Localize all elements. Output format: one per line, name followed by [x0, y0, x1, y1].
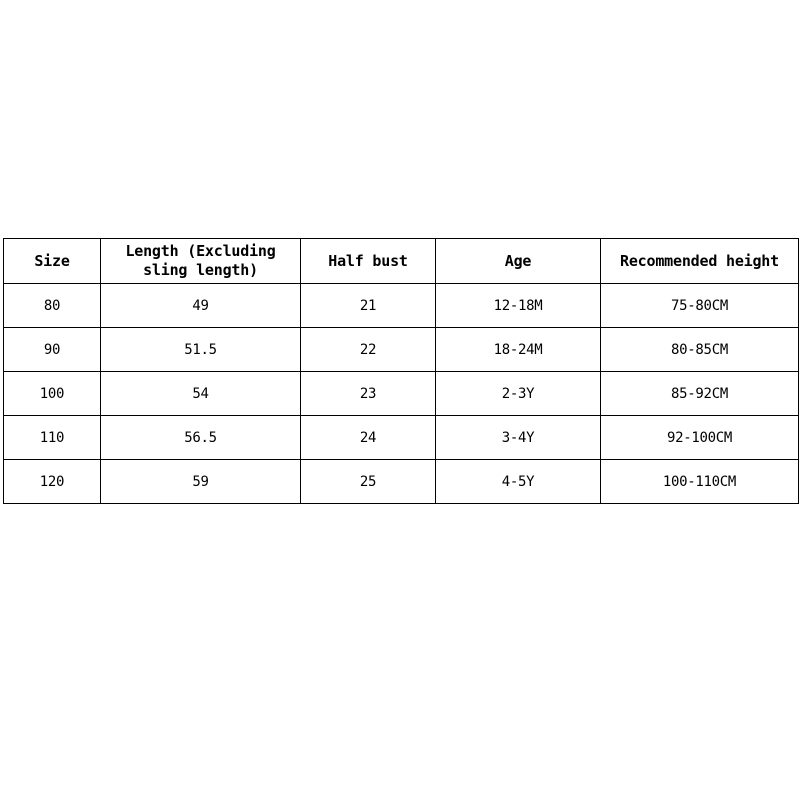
cell-recommended-height: 80-85CM	[601, 328, 799, 372]
cell-age: 4-5Y	[436, 460, 601, 504]
cell-size: 110	[4, 416, 101, 460]
cell-age: 12-18M	[436, 284, 601, 328]
table-row	[4, 372, 799, 416]
cell-length: 54	[101, 372, 301, 416]
header-size: Size	[4, 239, 101, 284]
cell-recommended-height: 85-92CM	[601, 372, 799, 416]
size-chart-table	[3, 238, 799, 504]
cell-recommended-height: 92-100CM	[601, 416, 799, 460]
cell-length: 56.5	[101, 416, 301, 460]
cell-recommended-height: 100-110CM	[601, 460, 799, 504]
cell-age: 18-24M	[436, 328, 601, 372]
table-row	[4, 416, 799, 460]
cell-half-bust: 21	[301, 284, 436, 328]
cell-half-bust: 24	[301, 416, 436, 460]
table-row	[4, 328, 799, 372]
header-recommended-height: Recommended height	[601, 239, 799, 284]
cell-size: 80	[4, 284, 101, 328]
table-row	[4, 284, 799, 328]
cell-size: 90	[4, 328, 101, 372]
table-header	[4, 239, 799, 284]
header-age: Age	[436, 239, 601, 284]
header-half-bust: Half bust	[301, 239, 436, 284]
cell-length: 51.5	[101, 328, 301, 372]
table-body	[4, 284, 799, 504]
cell-size: 120	[4, 460, 101, 504]
cell-length: 49	[101, 284, 301, 328]
cell-half-bust: 23	[301, 372, 436, 416]
cell-recommended-height: 75-80CM	[601, 284, 799, 328]
header-row	[4, 239, 799, 284]
cell-length: 59	[101, 460, 301, 504]
cell-age: 2-3Y	[436, 372, 601, 416]
header-length: Length (Excluding sling length)	[101, 239, 301, 284]
cell-half-bust: 25	[301, 460, 436, 504]
cell-age: 3-4Y	[436, 416, 601, 460]
cell-half-bust: 22	[301, 328, 436, 372]
table-row	[4, 460, 799, 504]
cell-size: 100	[4, 372, 101, 416]
